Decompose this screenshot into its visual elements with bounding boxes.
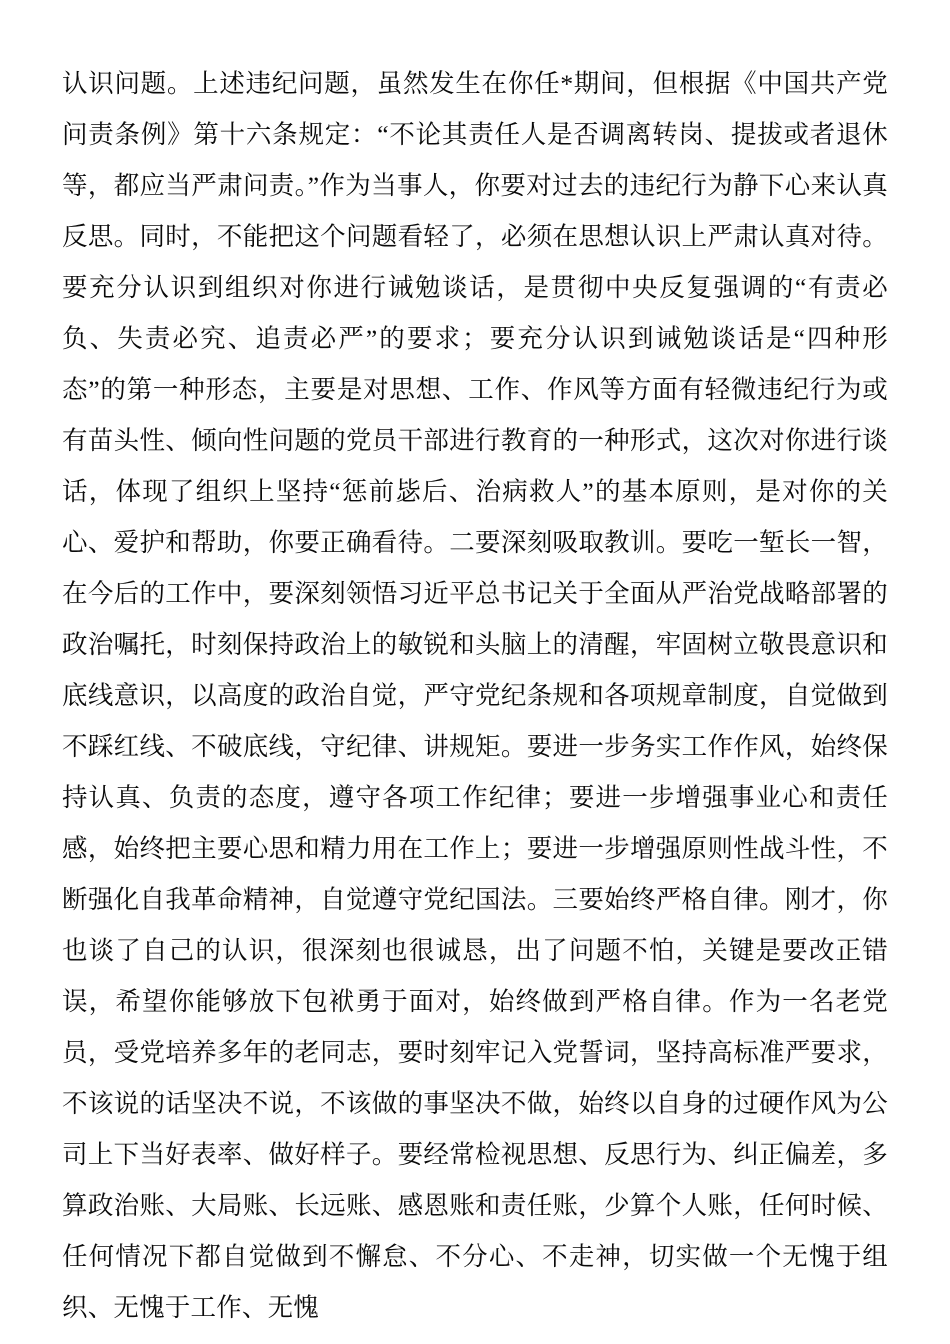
document-body: [62, 58, 888, 1333]
body-paragraph: 认识问题。上述违纪问题，虽然发生在你任*期间，但根据《中国共产党问责条例》第十六条规定：“不论其责任人是否调离转岗、提拔或者退休等，都应当严肃问责。”作为当事人，你要对过去的违纪行为静下心来认真反思。同时，不能把这个问题看轻了，必须在思想认识上严肃认真对待。要充分认识到组织对你进行诫勉谈话，是贯彻中央反复强调的“有责必负、失责必究、追责必严”的要求；要充分认识到诫勉谈话是“四种形态”的第一种形态，主要是对思想、工作、作风等方面有轻微违纪行为或有苗头性、倾向性问题的党员干部进行教育的一种形式，这次对你进行谈话，体现了组织上坚持“惩前毖后、治病救人”的基本原则，是对你的关心、爱护和帮助，你要正确看待。二要深刻吸取教训。要吃一堑长一智，在今后的工作中，要深刻领悟习近平总书记关于全面从严治党战略部署的政治嘱托，时刻保持政治上的敏锐和头脑上的清醒，牢固树立敬畏意识和底线意识，以高度的政治自觉，严守党纪条规和各项规章制度，自觉做到不踩红线、不破底线，守纪律、讲规矩。要进一步务实工作作风，始终保持认真、负责的态度，遵守各项工作纪律；要进一步增强事业心和责任感，始终把主要心思和精力用在工作上；要进一步增强原则性战斗性，不断强化自我革命精神，自觉遵守党纪国法。三要始终严格自律。刚才，你也谈了自己的认识，很深刻也很诚恳，出了问题不怕，关键是要改正错误，希望你能够放下包袱勇于面对，始终做到严格自律。作为一名老党员，受党培养多年的老同志，要时刻牢记入党誓词，坚持高标准严要求，不该说的话坚决不说，不该做的事坚决不做，始终以自身的过硬作风为公司上下当好表率、做好样子。要经常检视思想、反思行为、纠正偏差，多算政治账、大局账、长远账、感恩账和责任账，少算个人账，任何时候、任何情况下都自觉做到不懈怠、不分心、不走神，切实做一个无愧于组织、无愧于工作、无愧: [62, 69, 888, 1322]
